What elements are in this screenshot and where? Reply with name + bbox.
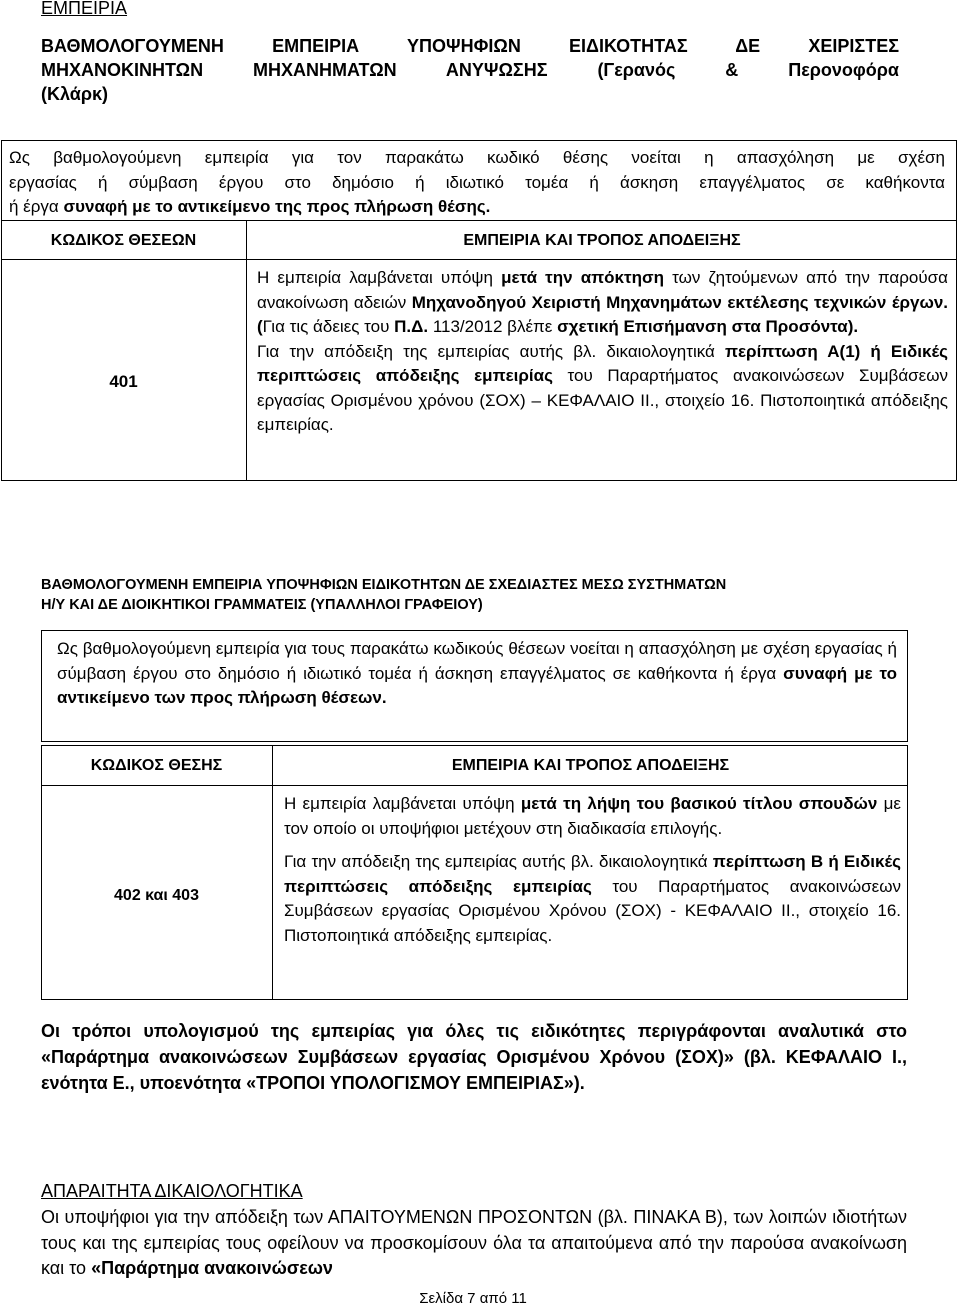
divider	[41, 785, 908, 786]
calculation-note: Οι τρόποι υπολογισμού της εμπειρίας για όλες τις ειδικότητες περιγράφονται αναλυτικά στο «Παράρτημα ανακοινώσεων Συμβάσεων εργασίας Ορισμένου Χρόνου (ΣΟΧ)» (βλ. ΚΕΦΑΛΑΙΟ Ι., ενότητα Ε., υποενότητα «ΤΡΟΠΟΙ ΥΠΟΛΟΓΙΣΜΟΥ ΕΜΠΕΙΡΙΑΣ»).	[41, 1021, 907, 1093]
section1-heading-line: ΒΑΘΜΟΛΟΓΟΥΜΕΝΗ ΕΜΠΕΙΡΙΑ ΥΠΟΨΗΦΙΩΝ ΕΙΔΙΚΟΤΗΤΑΣ ΔΕ ΧΕΙΡΙΣΤΕΣ	[41, 36, 899, 56]
divider	[1, 220, 957, 221]
section-label-documents: ΑΠΑΡΑΙΤΗΤΑ ΔΙΚΑΙΟΛΟΓΗΤΙΚΑ	[41, 1181, 303, 1201]
page-number: Σελίδα 7 από 11	[419, 1290, 527, 1307]
documents-text: Οι υποψήφιοι για την απόδειξη των ΑΠΑΙΤΟΥΜΕΝΩΝ ΠΡΟΣΟΝΤΩΝ (βλ. ΠΙΝΑΚΑ Β), των λοιπών ιδιοτήτων τους και της εμπειρίας τους οφείλουν να προσκομίσουν όλα τα απαιτούμενα από την παρούσα ανακοίνωση και το «Παράρτημα ανακοινώσεων	[41, 1207, 907, 1278]
intro-line: εργασίας ή σύμβαση έργου στο δημόσιο ή ιδιωτικό τομέα ή άσκηση επαγγέλματος σε καθήκοντα	[9, 172, 945, 192]
section1-heading-line: (Κλάρκ)	[41, 84, 109, 104]
column-header-experience: ΕΜΠΕΙΡΙΑ ΚΑΙ ΤΡΟΠΟΣ ΑΠΟΔΕΙΞΗΣ	[451, 757, 730, 774]
section2-heading	[41, 575, 921, 615]
section1-heading	[41, 34, 899, 106]
column-header-code: ΚΩΔΙΚΟΣ ΘΕΣΗΣ	[90, 757, 223, 774]
column-header-code: ΚΩΔΙΚΟΣ ΘΕΣΕΩΝ	[50, 232, 197, 249]
experience-cell	[257, 266, 948, 438]
section1-heading-line: ΜΗΧΑΝΟΚΙΝΗΤΩΝ ΜΗΧΑΝΗΜΑΤΩΝ ΑΝΥΨΩΣΗΣ (Γερανός & Περονοφόρα	[41, 60, 899, 80]
section1-intro	[9, 146, 945, 220]
experience-paragraph: Η εμπειρία λαμβάνεται υπόψη μετά τη λήψη του βασικού τίτλου σπουδών με τον οποίο οι υποψήφιοι μετέχουν στη διαδικασία επιλογής.	[284, 794, 901, 838]
column-header-experience: ΕΜΠΕΙΡΙΑ ΚΑΙ ΤΡΟΠΟΣ ΑΠΟΔΕΙΞΗΣ	[463, 232, 741, 249]
divider	[1, 259, 957, 260]
experience-cell	[284, 792, 901, 948]
section2-heading-line: Η/Υ ΚΑΙ ΔΕ ΔΙΟΙΚΗΤΙΚΟΙ ΓΡΑΜΜΑΤΕΙΣ (ΥΠΑΛΛΗΛΟΙ ΓΡΑΦΕΙΟΥ)	[41, 597, 483, 613]
section2-heading-line: ΒΑΘΜΟΛΟΓΟΥΜΕΝΗ ΕΜΠΕΙΡΙΑ ΥΠΟΨΗΦΙΩΝ ΕΙΔΙΚΟΤΗΤΩΝ ΔΕ ΣΧΕΔΙΑΣΤΕΣ ΜΕΣΩ ΣΥΣΤΗΜΑΤΩΝ	[41, 577, 727, 593]
section2-intro: Ως βαθμολογούμενη εμπειρία για τους παρακάτω κωδικούς θέσεων νοείται η απασχόληση με σχέση εργασίας ή σύμβαση έργου στο δημόσιο ή ιδιωτικό τομέα ή άσκηση επαγγέλματος σε καθήκοντα ή έργα συναφή με το αντικείμενο των προς πλήρωση θέσεων.	[57, 639, 897, 707]
intro-text: ή έργα	[9, 197, 64, 216]
divider	[246, 220, 247, 481]
proof-paragraph: Για την απόδειξη της εμπειρίας αυτής βλ. δικαιολογητικά περίπτωση Α(1) ή Ειδικές περιπτώσεις απόδειξης εμπειρίας του Παραρτήματος ανακοινώσεων Συμβάσεων εργασίας Ορισμένου χρόνου (ΣΟΧ) – ΚΕΦΑΛΑΙΟ ΙΙ., στοιχείο 16. Πιστοποιητικά απόδειξης εμπειρίας.	[257, 341, 949, 434]
intro-line: Ως βαθμολογούμενη εμπειρία για τον παρακάτω κωδικό θέσης νοείται η απασχόληση με σχέση	[9, 148, 945, 167]
intro-text-bold: συναφή με το αντικείμενο της προς πλήρωση θέσης.	[63, 197, 491, 216]
section-label-experience: ΕΜΠΕΙΡΙΑ	[41, 0, 128, 18]
position-code: 401	[109, 372, 138, 391]
divider	[272, 745, 273, 1000]
position-code: 402 και 403	[114, 887, 199, 904]
proof-paragraph: Για την απόδειξη της εμπειρίας αυτής βλ. δικαιολογητικά περίπτωση Β ή Ειδικές περιπτώσεις απόδειξης εμπειρίας του Παραρτήματος ανακοινώσεων Συμβάσεων εργασίας Ορισμένου Χρόνου (ΣΟΧ) - ΚΕΦΑΛΑΙΟ ΙΙ., στοιχείο 16. Πιστοποιητικά απόδειξης εμπειρίας.	[284, 852, 902, 945]
experience-paragraph: Η εμπειρία λαμβάνεται υπόψη μετά την απόκτηση των ζητούμενων από την παρούσα ανακοίνωση αδειών Μηχανοδηγού Χειριστή Μηχανημάτων εκτέλεσης τεχνικών έργων. (Για τις άδειες του Π.Δ. 113/2012 βλέπε σχετική Επισήμανση στα Προσόντα).	[257, 268, 949, 336]
